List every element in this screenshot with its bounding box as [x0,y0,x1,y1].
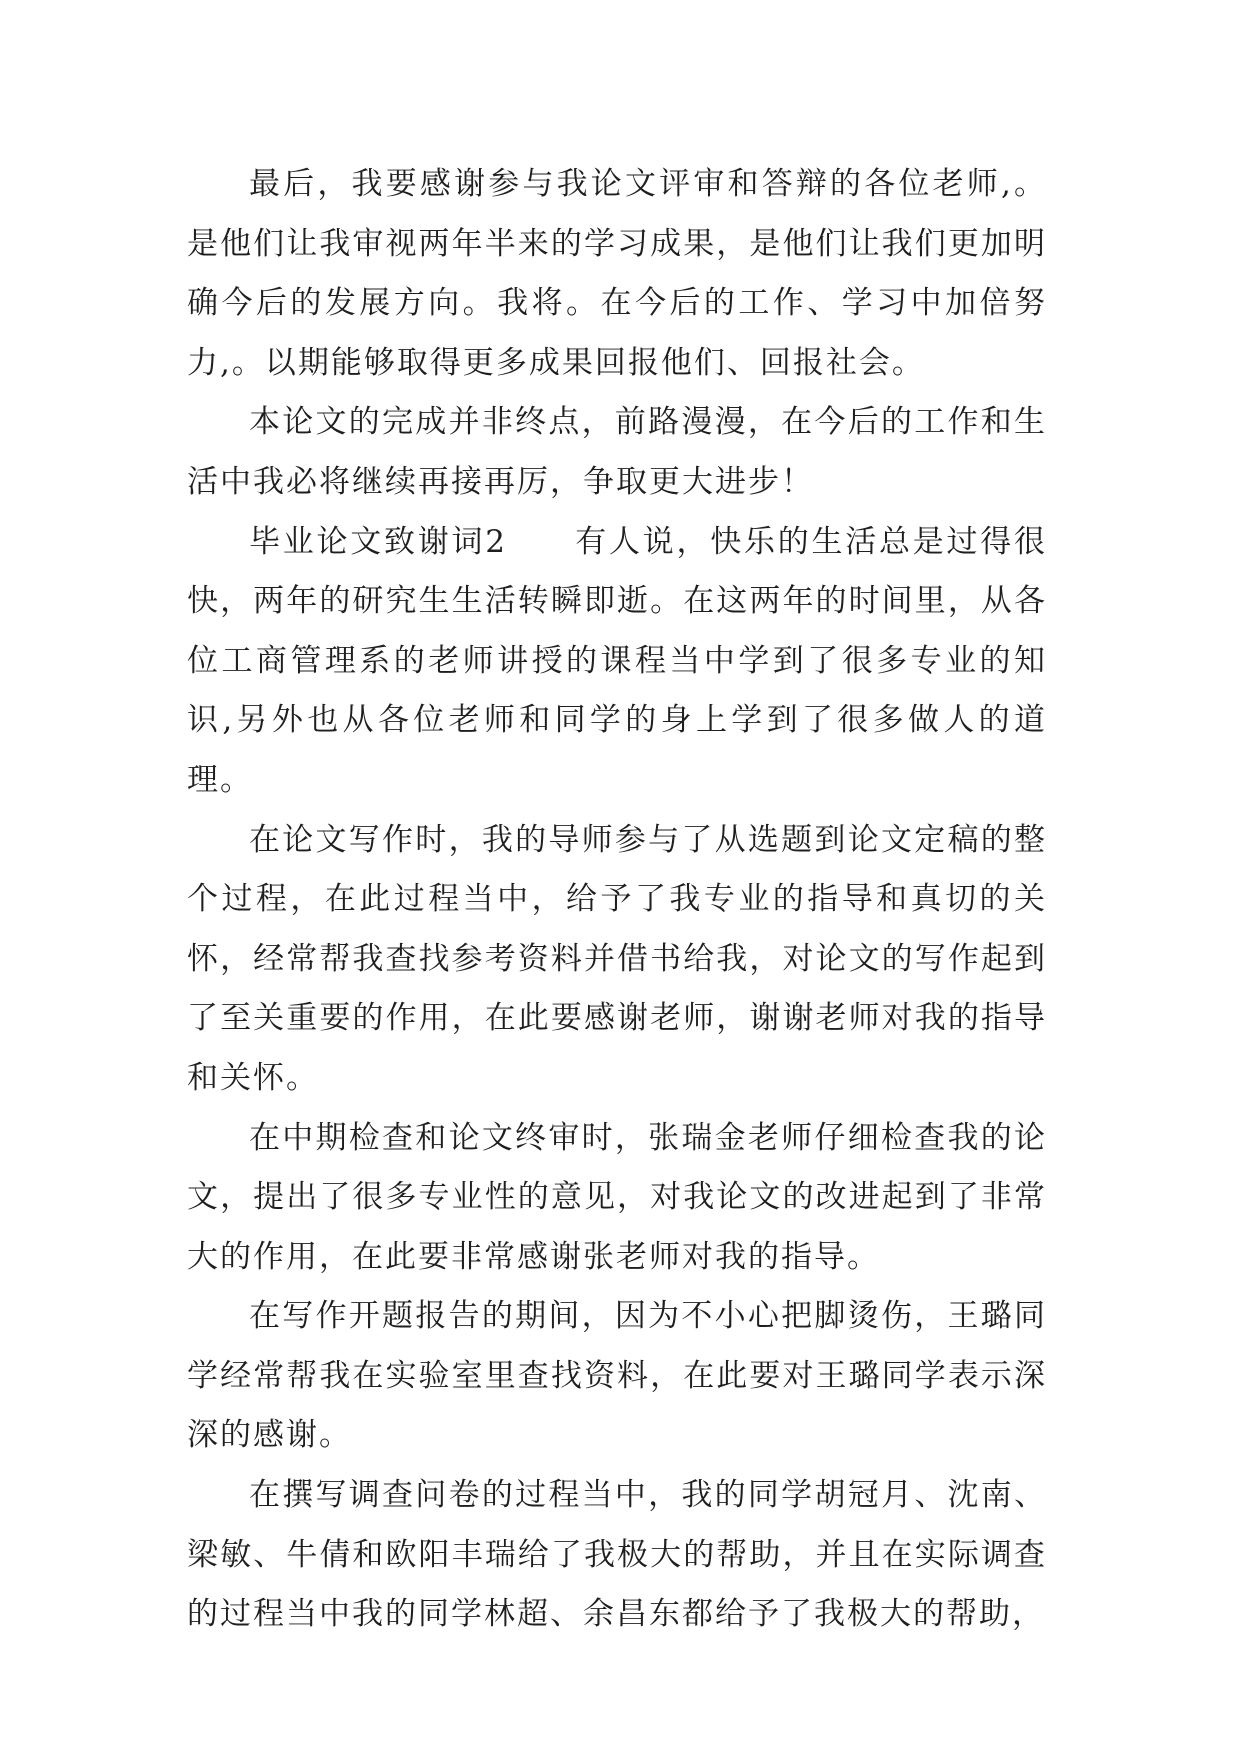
paragraph-thanks-supervisor: 在论文写作时，我的导师参与了从选题到论文定稿的整个过程，在此过程当中，给予了我专业的指导和真切的关怀，经常帮我查找参考资料并借书给我，对论文的写作起到了至关重要的作用，在此要感谢老师，谢谢老师对我的指导和关怀。 [187,821,1047,1096]
paragraph-thanks-teacher-zhang: 在中期检查和论文终审时，张瑞金老师仔细检查我的论文，提出了很多专业性的意见，对我论文的改进起到了非常大的作用，在此要非常感谢张老师对我的指导。 [187,1119,1047,1275]
paragraph-not-the-end: 本论文的完成并非终点，前路漫漫，在今后的工作和生活中我必将继续再接再厉，争取更大进步！ [187,404,1047,500]
paragraph-thanks-classmates-survey: 在撰写调查问卷的过程当中，我的同学胡冠月、沈南、梁敏、牛倩和欧阳丰瑞给了我极大的帮助，并且在实际调查的过程当中我的同学林超、余昌东都给予了我极大的帮助， [187,1477,1047,1633]
document-body [187,155,1047,1645]
paragraph-thanks-classmate-wang: 在写作开题报告的期间，因为不小心把脚烫伤，王璐同学经常帮我在实验室里查找资料，在此要对王璐同学表示深深的感谢。 [187,1298,1047,1454]
paragraph-thanks-reviewers: 最后，我要感谢参与我论文评审和答辩的各位老师,。是他们让我审视两年半来的学习成果，是他们让我们更加明确今后的发展方向。我将。在今后的工作、学习中加倍努力,。以期能够取得更多成果回报他们、回报社会。 [187,166,1047,381]
paragraph-acknowledgement-2-intro: 毕业论文致谢词2 有人说，快乐的生活总是过得很快，两年的研究生生活转瞬即逝。在这两年的时间里，从各位工商管理系的老师讲授的课程当中学到了很多专业的知识,另外也从各位老师和同学的身上学到了很多做人的道理。 [187,523,1047,798]
